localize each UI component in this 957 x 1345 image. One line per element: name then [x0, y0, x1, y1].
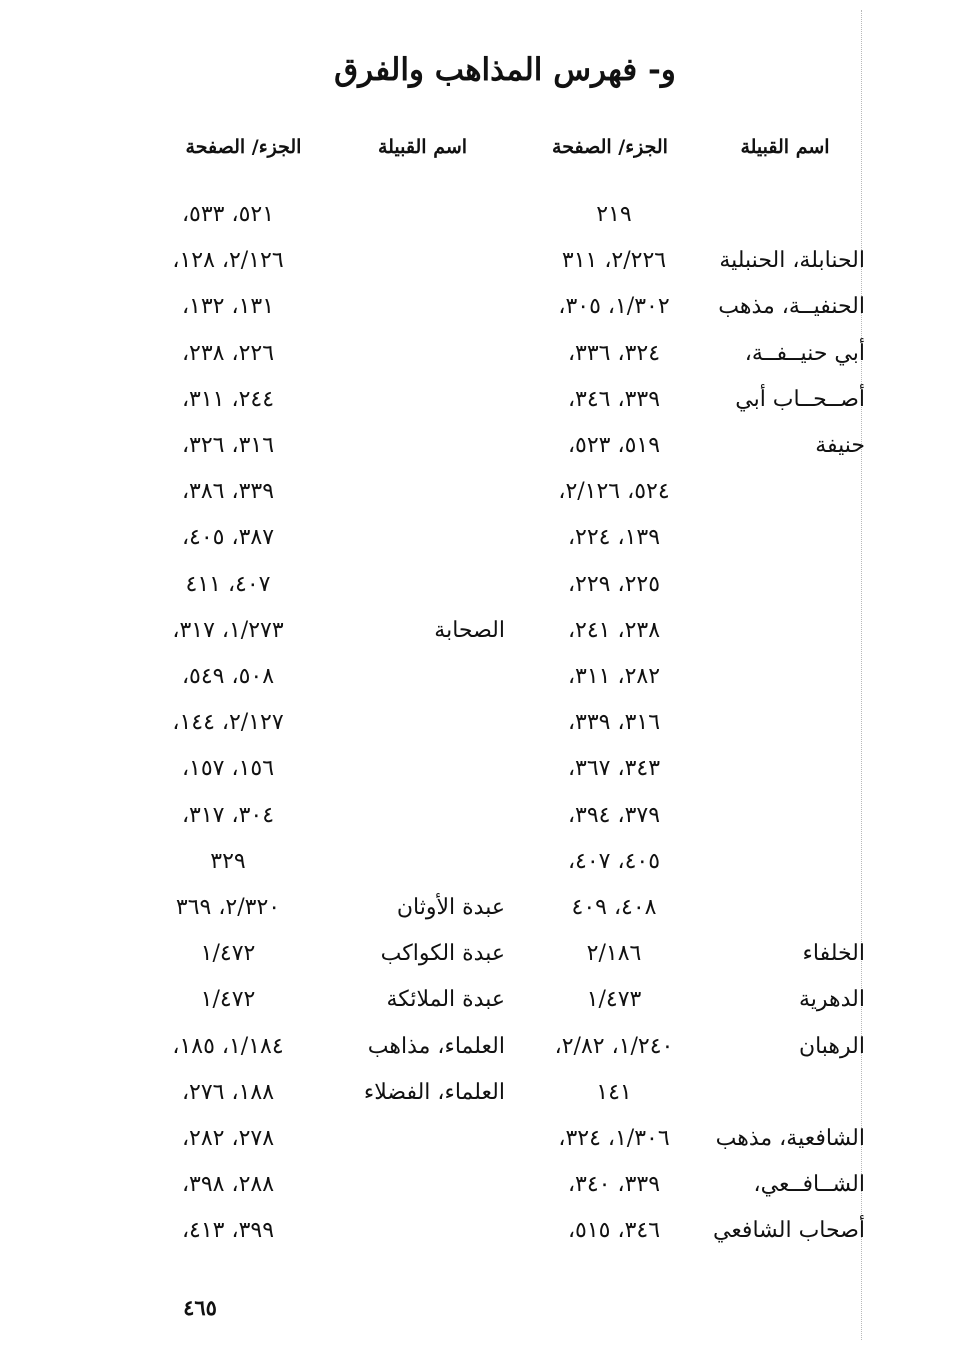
index-row	[0, 704, 957, 742]
entry-pages-left: ٥٠٨، ٥٤٩،	[181, 664, 275, 689]
entry-pages-left: ٢٢٦، ٢٣٨،	[181, 340, 275, 366]
page-title: و- فهرس المذاهب والفرق	[334, 52, 676, 88]
index-row	[0, 658, 957, 696]
entry-name-right	[695, 196, 865, 234]
index-row	[0, 288, 957, 326]
index-row	[0, 843, 957, 881]
entry-pages-right: ٣٤٦، ٥١٥،	[567, 1218, 661, 1244]
entry-pages-right: ١٣٩، ٢٢٤،	[567, 525, 661, 551]
entry-pages-left: ٣٣٩، ٣٨٦،	[181, 479, 275, 505]
index-row	[0, 935, 957, 973]
header-name-right: اسم القبيلة	[740, 136, 830, 158]
index-row	[0, 473, 957, 511]
entry-name-left: العلماء، مذاهب	[367, 1033, 505, 1059]
entry-name-right: حنيفة	[815, 433, 865, 458]
entry-name-right: الحنابلة، الحنبلية	[719, 248, 865, 274]
entry-name-left	[340, 1166, 505, 1204]
entry-name-left: العلماء، الفضلاء	[363, 1079, 505, 1105]
entry-pages-left: ٣٨٧، ٤٠٥،	[181, 525, 275, 551]
entry-name-right	[695, 889, 865, 927]
entry-name-left: عبدة الأوثان	[396, 895, 505, 920]
entry-name-left	[340, 473, 505, 511]
entry-pages-left: ٢٨٨، ٣٩٨،	[181, 1172, 275, 1198]
entry-pages-right: ١/٣٠٦، ٣٢٤،	[558, 1126, 670, 1151]
entry-pages-left: ٣٩٩، ٤١٣،	[181, 1218, 275, 1244]
entry-name-left	[340, 1212, 505, 1250]
index-row	[0, 242, 957, 280]
entry-name-left	[340, 704, 505, 742]
entry-pages-left: ٤٠٧، ٤١١	[185, 571, 271, 597]
entry-pages-right: ٣١٦، ٣٣٩،	[567, 710, 661, 736]
index-row	[0, 1212, 957, 1250]
entry-pages-left: ٢/٣٢٠، ٣٦٩	[175, 895, 281, 920]
entry-pages-left: ٣١٦، ٣٢٦،	[181, 433, 275, 458]
entry-name-left: الصحابة	[434, 617, 505, 643]
index-row	[0, 1074, 957, 1112]
entry-pages-right: ٢/٢٢٦، ٣١١	[561, 248, 667, 274]
entry-pages-left: ١/٢٧٣، ٣١٧،	[172, 617, 284, 643]
entry-name-left	[340, 288, 505, 326]
entry-name-left	[340, 427, 505, 465]
entry-name-left	[340, 750, 505, 788]
entry-name-left	[340, 843, 505, 881]
entry-name-left	[340, 519, 505, 557]
entry-name-left	[340, 797, 505, 835]
index-row	[0, 519, 957, 557]
index-row	[0, 566, 957, 604]
entry-name-left	[340, 566, 505, 604]
entry-pages-left: ٢٤٤، ٣١١،	[181, 386, 275, 412]
entry-pages-right: ٣٢٤، ٣٣٦،	[567, 340, 661, 366]
entry-name-right: الدهرية	[798, 987, 865, 1013]
entry-pages-left: ٣٢٩	[210, 848, 246, 874]
entry-name-right: أصحاب الشافعي	[712, 1218, 865, 1244]
entry-pages-left: ١٥٦، ١٥٧،	[181, 756, 275, 782]
entry-pages-left: ١٨٨، ٢٧٦،	[181, 1079, 275, 1105]
entry-name-right	[695, 658, 865, 696]
entry-pages-right: ٥٢٤، ٢/١٢٦،	[558, 479, 670, 505]
entry-pages-right: ١/٣٠٢، ٣٠٥،	[558, 294, 670, 320]
entry-name-right: الشافعية، مذهب	[715, 1126, 865, 1151]
entry-name-right	[695, 843, 865, 881]
entry-pages-left: ٣٠٤، ٣١٧،	[181, 802, 275, 828]
index-row	[0, 750, 957, 788]
entry-pages-right: ٣٤٣، ٣٦٧،	[567, 756, 661, 782]
entry-name-right: الرهبان	[798, 1033, 865, 1059]
entry-name-right	[695, 797, 865, 835]
entry-pages-right: ٣٣٩، ٣٤٦،	[567, 386, 661, 412]
index-row	[0, 427, 957, 465]
index-row	[0, 889, 957, 927]
entry-pages-left: ١/١٨٤، ١٨٥،	[172, 1033, 284, 1059]
index-row	[0, 1120, 957, 1158]
entry-name-right	[695, 473, 865, 511]
entry-name-right	[695, 566, 865, 604]
page-number: ٤٦٥	[183, 1295, 217, 1320]
entry-name-right: أصــحــاب أبي	[735, 386, 865, 412]
entry-pages-right: ٤٠٨، ٤٠٩	[571, 895, 657, 920]
entry-pages-right: ١/٢٤٠، ٢/٨٢،	[554, 1033, 674, 1059]
entry-name-left: عبدة الملائكة	[386, 987, 505, 1013]
entry-name-right	[695, 1074, 865, 1112]
entry-pages-left: ١/٤٧٢	[200, 987, 256, 1013]
entry-pages-right: ٢٢٥، ٢٢٩،	[567, 571, 661, 597]
entry-pages-right: ٥١٩، ٥٢٣،	[567, 433, 661, 458]
entry-name-left	[340, 242, 505, 280]
entry-name-right	[695, 612, 865, 650]
entry-name-left	[340, 1120, 505, 1158]
index-row	[0, 1166, 957, 1204]
index-row	[0, 1028, 957, 1066]
entry-name-right: الخلفاء	[802, 941, 865, 967]
entry-pages-left: ١/٤٧٢	[200, 941, 256, 967]
entry-pages-right: ٢٣٨، ٢٤١،	[567, 617, 661, 643]
header-pages-left: الجزء/ الصفحة	[185, 136, 302, 158]
entry-name-left: عبدة الكواكب	[380, 941, 505, 967]
entry-name-right	[695, 750, 865, 788]
index-row	[0, 381, 957, 419]
entry-pages-right: ٢١٩	[596, 202, 632, 227]
index-row	[0, 981, 957, 1019]
entry-pages-left: ٥٢١، ٥٣٣،	[181, 202, 275, 227]
entry-pages-right: ٣٧٩، ٣٩٤،	[567, 802, 661, 828]
entry-name-right: الحنفيــة، مذهب	[718, 294, 865, 320]
entry-name-right	[695, 519, 865, 557]
entry-name-left	[340, 196, 505, 234]
entry-pages-left: ٢٧٨، ٢٨٢،	[181, 1126, 275, 1151]
index-row	[0, 335, 957, 373]
index-row	[0, 196, 957, 234]
entry-pages-right: ٢/١٨٦	[586, 941, 642, 967]
header-pages-right: الجزء/ الصفحة	[552, 136, 668, 158]
entry-pages-left: ١٣١، ١٣٢،	[181, 294, 275, 320]
index-row	[0, 612, 957, 650]
entry-pages-left: ٢/١٢٦، ١٢٨،	[172, 248, 284, 274]
entry-name-left	[340, 335, 505, 373]
entry-pages-right: ٤٠٥، ٤٠٧،	[567, 848, 661, 874]
entry-pages-left: ٢/١٢٧، ١٤٤،	[172, 710, 284, 736]
entry-pages-right: ٢٨٢، ٣١١،	[567, 664, 661, 689]
entry-name-left	[340, 381, 505, 419]
entry-name-right	[695, 704, 865, 742]
entry-name-right: الشــافــعي،	[753, 1172, 865, 1198]
header-name-left: اسم القبيلة	[377, 136, 468, 158]
entry-pages-right: ١٤١	[596, 1079, 632, 1105]
index-row	[0, 797, 957, 835]
entry-pages-right: ٣٣٩، ٣٤٠،	[567, 1172, 661, 1198]
entry-name-right: أبي حنيــفــة،	[744, 340, 865, 366]
entry-pages-right: ١/٤٧٣	[586, 987, 642, 1013]
entry-name-left	[340, 658, 505, 696]
